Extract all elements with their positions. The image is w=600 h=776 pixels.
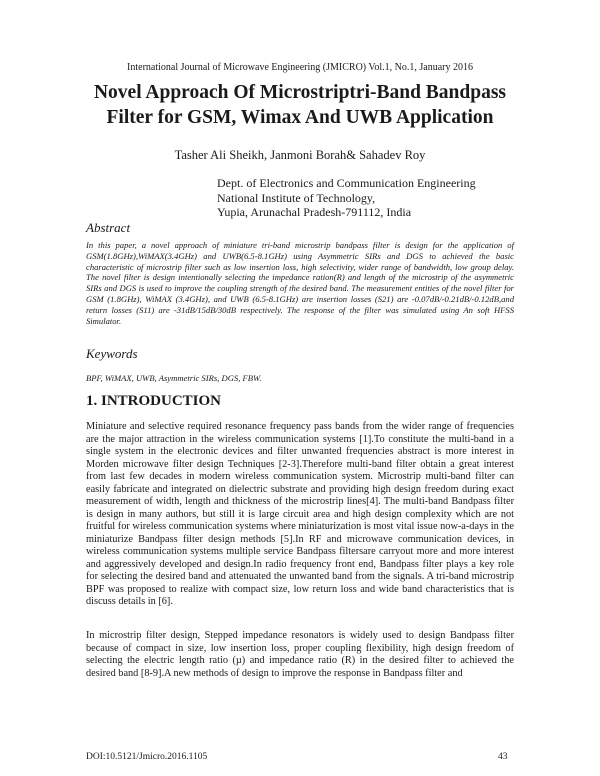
affiliation-line: National Institute of Technology, bbox=[217, 190, 376, 205]
running-header: International Journal of Microwave Engineering (JMICRO) Vol.1, No.1, January 2016 bbox=[127, 62, 473, 73]
authors: Tasher Ali Sheikh, Janmoni Borah& Sahadev Roy bbox=[174, 148, 426, 162]
introduction-heading: 1. INTRODUCTION bbox=[86, 393, 222, 409]
keywords-text: BPF, WiMAX, UWB, Asymmetric SIRs, DGS, FBW. bbox=[86, 373, 262, 383]
title-line-1: Novel Approach Of Microstriptri-Band Bandpass bbox=[93, 82, 507, 103]
affiliation-line: Dept. of Electronics and Communication Engineering bbox=[217, 176, 476, 190]
keywords-heading: Keywords bbox=[86, 346, 138, 361]
body-paragraph: In microstrip filter design, Stepped impedance resonators is widely used to design Bandpass filter because of compact in size, low insertion loss, proper coupling flexibility, high design freedom of selecting the electric length ratio (µ) and impedance ratio (R) in the desired filter to achieved the desired band [8-9].A new methods of design to improve the response in Bandpass filter and bbox=[86, 630, 514, 679]
title-line-2: Filter for GSM, Wimax And UWB Application bbox=[106, 107, 494, 128]
paper-title bbox=[60, 80, 540, 130]
abstract-heading: Abstract bbox=[86, 220, 131, 235]
body-paragraph: Miniature and selective required resonance frequency pass bands from the wider range of frequencies are the major attraction in the wireless communication systems [1].To constitute the multi-band in a single system in the electronic devices and filter unwanted frequencies abstract is more interest in Morden microwave filter design Techniques [2-3].Therefore multi-band filter obtain a great interest from last few decades in modern wireless communication system. Microstrip multi-band filter can easily fabricate and integrated on dielectric substrate and providing high design freedom during exact measurement of width, length and thickness of the microstrip lines[4]. The multi-band Bandpass filter is design in many authors, but still it is large circuit area and high design complexity which are not fruitful for wireless communication systems where miniaturization is most vital issue now-a-days in the miniaturize Bandpass filter design methods [5].In RF and microwave communication devices, in wireless communication systems multiple service Bandpass filtersare carryout more and more interest and aggressively developed and design.In radio frequency front end, Bandpass filter plays a key role for selecting the desired band and attenuated the unwanted band from the signals. A tri-band microstrip BPF was proposed to realize with compact size, low return loss and wide band characteristics that is discuss details in [6]. bbox=[86, 421, 514, 607]
affiliation-line: Yupia, Arunachal Pradesh-791112, India bbox=[217, 205, 412, 219]
affiliation bbox=[217, 176, 476, 220]
abstract-text: In this paper, a novel approach of miniature tri-band microstrip bandpass filter is design for the application of GSM(1.8GHz),WiMAX(3.4GHz) and UWB(6.5-8.1GHz) using Asymmetric SIRs and DGS to achieved the basic characteristic of microstrip filter such as low insertion loss, high selectivity, wider range of bandwidth, low group delay. The novel filter is design intentionally selecting the impedance ration(R) and length of the microstrip of the asymmetric SIRs and DGS is used to improve the coupling strength of the desired band. The measurement entities of the novel filter for GSM (1.8GHz), WiMAX (3.4GHz), and UWB (6.5-8.1GHz) are insertion losses (S21) are -0.07dB/-0.21dB/-0.12dB,and return losses (S11) are -31dB/15dB/30dB respectively. The response of the filter was simulated using An soft HFSS Simulator. bbox=[86, 240, 514, 326]
footer-doi: DOI:10.5121/Jmicro.2016.1105 bbox=[86, 752, 208, 762]
page-number: 43 bbox=[498, 752, 508, 762]
